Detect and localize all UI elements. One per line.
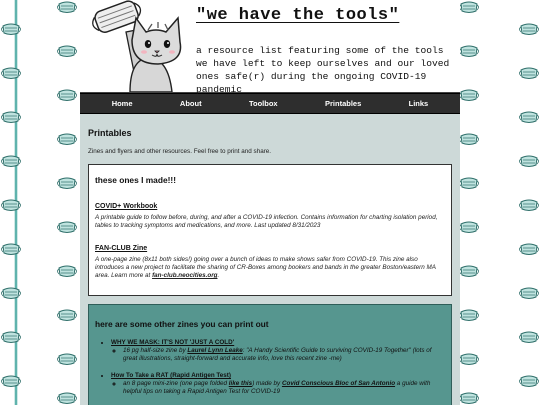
site-header bbox=[80, 0, 460, 93]
mask-icon bbox=[458, 352, 480, 366]
fan-club-site-link[interactable]: fan-club.neocities.org bbox=[152, 272, 218, 279]
mask-icon bbox=[56, 132, 78, 146]
description-text: : "A Handy Scientific Guide to surviving COVID-19 Together" (lots of great illustrations, straight-forward and accurate info, love this recent zine -me) bbox=[123, 347, 432, 362]
mask-icon bbox=[0, 242, 22, 256]
author-link[interactable]: Covid Conscious Bloc of San Antonio bbox=[281, 380, 396, 387]
mask-icon bbox=[56, 176, 78, 190]
main-page bbox=[80, 0, 460, 405]
mask-icon bbox=[458, 220, 480, 234]
description-text: a guide with helpful tips on taking a Rapid Antigen Test for COVID-19 bbox=[123, 380, 431, 395]
mask-icon bbox=[0, 154, 22, 168]
mask-icon bbox=[56, 220, 78, 234]
mask-icon bbox=[56, 0, 78, 14]
mask-icon bbox=[458, 308, 480, 322]
mask-icon bbox=[0, 66, 22, 80]
nav-toolbox[interactable]: Toolbox bbox=[248, 99, 278, 108]
mask-icon bbox=[56, 44, 78, 58]
mask-icon bbox=[0, 198, 22, 212]
list-item bbox=[111, 372, 445, 396]
mask-icon bbox=[518, 154, 540, 168]
covid-workbook-link[interactable]: COVID+ Workbook bbox=[95, 203, 158, 210]
mask-icon bbox=[0, 286, 22, 300]
list-item bbox=[95, 237, 445, 280]
mask-icon bbox=[518, 374, 540, 388]
list-item bbox=[95, 195, 445, 230]
nav-about[interactable]: About bbox=[179, 99, 202, 108]
mask-icon bbox=[518, 66, 540, 80]
mask-icon bbox=[458, 0, 480, 14]
nav-home[interactable]: Home bbox=[111, 99, 133, 108]
item-description-text: A one-page zine (8x11 both sides!) going over a bunch of ideas to make shows safer from COVID-19. This zine also introduces a new project to facilitate the sharing of CR-Boxes among bookers and bands in the greater Boston/eastern MA area. Learn more at bbox=[95, 256, 436, 279]
mask-icon bbox=[518, 110, 540, 124]
description-text: an 8 page mini-zine (one page folded bbox=[123, 380, 227, 387]
item-description bbox=[123, 347, 445, 363]
other-zines-heading: here are some other zines you can print out bbox=[95, 319, 269, 329]
like-this-link[interactable]: like this bbox=[228, 380, 253, 387]
mask-icon bbox=[458, 132, 480, 146]
nav-links[interactable]: Links bbox=[408, 99, 429, 108]
description-text: ) made by bbox=[252, 380, 281, 387]
fan-club-zine-link[interactable]: FAN-CLUB Zine bbox=[95, 245, 148, 252]
mask-icon bbox=[0, 330, 22, 344]
mask-icon bbox=[458, 88, 480, 102]
author-link[interactable]: Laurel Lynn Leake bbox=[187, 347, 243, 354]
why-we-mask-link[interactable]: WHY WE MASK: IT'S NOT 'JUST A COLD' bbox=[111, 339, 235, 346]
mask-icon bbox=[56, 352, 78, 366]
mask-icon bbox=[458, 264, 480, 278]
page-title: Printables bbox=[88, 128, 132, 138]
mask-icon bbox=[518, 198, 540, 212]
other-zines-box bbox=[88, 304, 452, 405]
item-description bbox=[123, 380, 445, 396]
site-tagline: a resource list featuring some of the tools we have left to keep ourselves and our loved ones safe(r) during the ongoing COVID-19 pandemic bbox=[196, 45, 450, 95]
mask-icon bbox=[518, 22, 540, 36]
page-intro: Zines and flyers and other resources. Feel free to print and share. bbox=[88, 148, 272, 155]
mask-icon bbox=[518, 242, 540, 256]
own-zines-box bbox=[88, 164, 452, 296]
cat-mascot-illustration bbox=[86, 0, 190, 92]
item-description-end: . bbox=[217, 272, 220, 279]
content-area bbox=[80, 114, 460, 405]
mask-icon bbox=[56, 264, 78, 278]
mask-icon bbox=[0, 110, 22, 124]
mask-icon bbox=[0, 22, 22, 36]
item-description: A printable guide to follow before, during, and after a COVID-19 infection. Contains information for charting isolation period, tables to tracking symptoms and medications, and more. Last updated 8/31/2023 bbox=[95, 214, 438, 229]
mask-icon bbox=[458, 391, 480, 405]
other-zines-list bbox=[95, 339, 445, 396]
mask-icon bbox=[518, 330, 540, 344]
top-nav bbox=[80, 93, 460, 114]
nav-printables[interactable]: Printables bbox=[324, 99, 362, 108]
mask-icon bbox=[0, 374, 22, 388]
rat-zine-link[interactable]: How To Take a RAT (Rapid Antigen Test) bbox=[111, 372, 231, 379]
list-item bbox=[111, 339, 445, 363]
description-text: 16 pg half-size zine by bbox=[123, 347, 186, 354]
mask-icon bbox=[56, 308, 78, 322]
mask-icon bbox=[458, 176, 480, 190]
mask-icon bbox=[518, 286, 540, 300]
item-description bbox=[95, 256, 445, 280]
mask-icon bbox=[458, 44, 480, 58]
mask-icon bbox=[56, 88, 78, 102]
mask-icon bbox=[56, 391, 78, 405]
own-zines-heading: these ones I made!!! bbox=[95, 175, 176, 185]
site-title: "we have the tools" bbox=[196, 6, 400, 25]
